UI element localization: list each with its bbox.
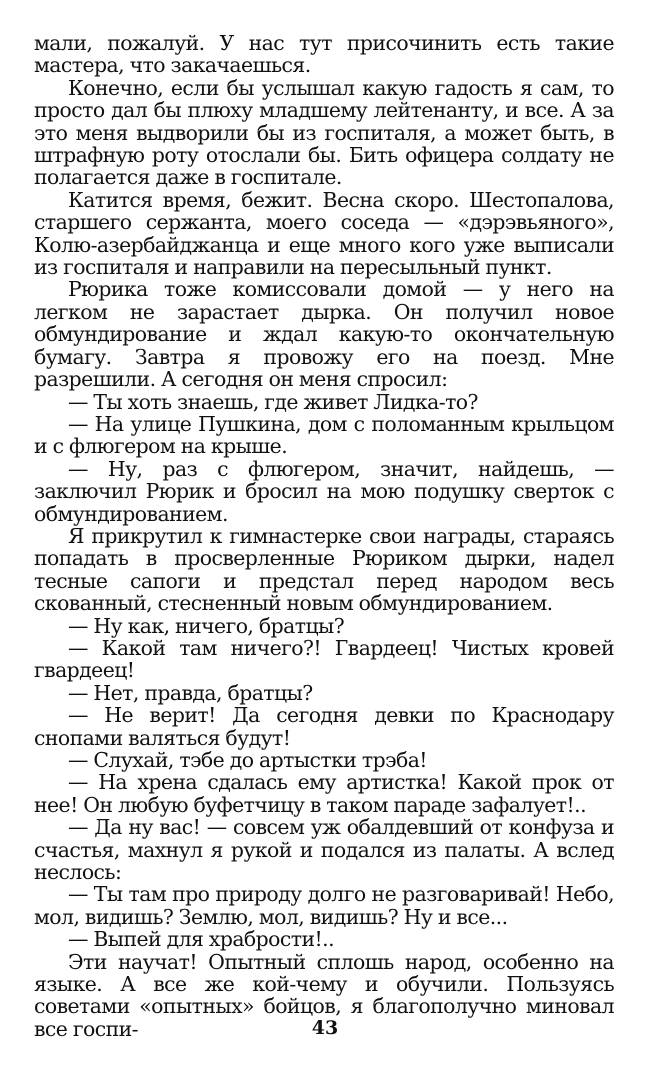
paragraph: Катится время, бежит. Весна скоро. Шестопалова, старшего сержанта, моего соседа — «дэрэвьяного», Колю-азербайджанца и еще много кого уже выписали из госпиталя и направили на пересыльный пункт. bbox=[34, 187, 614, 280]
dialogue-line: — Выпей для храбрости!.. bbox=[68, 927, 335, 952]
dialogue-line: — Ну как, ничего, братцы? bbox=[68, 613, 345, 638]
book-page bbox=[34, 32, 614, 1040]
page-number: 43 bbox=[311, 1017, 339, 1039]
dialogue-line: — Слухай, тэбе до артыстки трэба! bbox=[68, 748, 427, 772]
dialogue-line: — Ты там про природу долго не разговаривай! Небо, мол, видишь? Землю, мол, видишь? Ну и все... bbox=[34, 882, 614, 929]
dialogue-line: — Не верит! Да сегодня девки по Краснодару снопами валяться будут! bbox=[34, 703, 614, 750]
paragraph-continued: мали, пожалуй. У нас тут присочинить есть такие мастера, что закачаешься. bbox=[34, 31, 614, 78]
paragraph: Рюрика тоже комиссовали домой — у него на легком не зарастает дырка. Он получил новое обмундирование и ждал какую-то окончательную бумагу. Завтра я провожу его на поезд. Мне разрешили. А сегодня он меня спросил: bbox=[34, 277, 614, 392]
dialogue-line: — Нет, правда, братцы? bbox=[68, 680, 313, 705]
dialogue-line: — На хрена сдалась ему артистка! Какой прок от нее! Он любую буфетчицу в таком параде зафалует!.. bbox=[34, 770, 614, 817]
dialogue-line: — На улице Пушкина, дом с поломанным крыльцом и с флюгером на крыше. bbox=[34, 411, 614, 459]
paragraph: Эти научат! Опытный сплошь народ, особенно на языке. А все же кой-чему и обучили. Пользуясь советами «опытных» бойцов, я благополучно миновал все госпи- bbox=[34, 949, 614, 1041]
dialogue-line: — Ну, раз с флюгером, значит, найдешь, — заключил Рюрик и бросил на мою подушку сверток с обмундированием. bbox=[34, 456, 614, 526]
dialogue-line: — Ты хоть знаешь, где живет Лидка-то? bbox=[68, 389, 478, 414]
dialogue-line: — Да ну вас! — совсем уж обалдевший от конфуза и счастья, махнул я рукой и подался из палаты. А вслед неслось: bbox=[34, 815, 614, 885]
dialogue-line: — Какой там ничего?! Гвардеец! Чистых кровей гвардеец! bbox=[34, 635, 614, 683]
paragraph: Я прикрутил к гимнастерке свои награды, стараясь попадать в просверленные Рюриком дырки, надел тесные сапоги и предстал перед народом весь скованный, стесненный новым обмундированием. bbox=[34, 523, 614, 616]
paragraph: Конечно, если бы услышал какую гадость я сам, то просто дал бы плюху младшему лейтенанту, и все. А за это меня выдворили бы из госпиталя, а может быть, в штрафную роту отослали бы. Бить офицера солдату не полагается даже в госпитале. bbox=[34, 75, 614, 190]
